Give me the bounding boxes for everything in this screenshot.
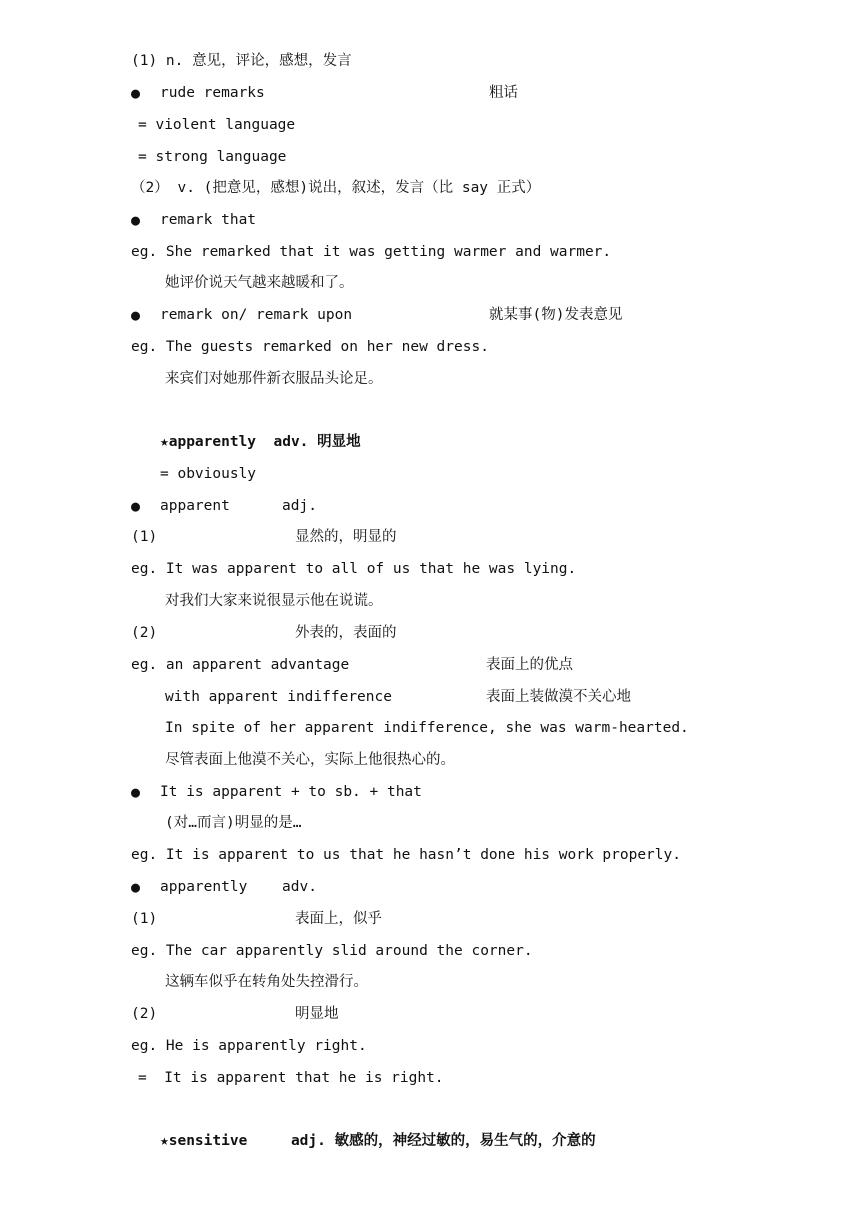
- bullet-icon: ●: [131, 84, 141, 102]
- text-segment: In spite of her apparent indifference, she was warm-hearted.: [165, 720, 689, 736]
- text-segment: adj.: [282, 498, 317, 514]
- text-segment: ★sensitive adj. 敏感的，神经过敏的，易生气的，介意的: [160, 1133, 596, 1149]
- text-segment: (1) n. 意见，评论，感想，发言: [131, 53, 352, 69]
- text-segment: (2): [131, 1006, 158, 1022]
- text-segment: eg. She remarked that it was getting warmer and warmer.: [131, 244, 612, 260]
- text-segment: 外表的，表面的: [295, 625, 397, 641]
- text-segment: apparent: [160, 498, 230, 514]
- text-segment: 就某事(物)发表意见: [489, 307, 623, 323]
- bullet-icon: ●: [131, 306, 141, 324]
- bullet-icon: ●: [131, 783, 141, 801]
- text-segment: 显然的，明显的: [295, 529, 397, 545]
- text-segment: （2） v. (把意见，感想)说出，叙述，发言（比 say 正式）: [131, 180, 541, 196]
- text-segment: 粗话: [489, 85, 518, 101]
- text-segment: It is apparent + to sb. + that: [160, 784, 422, 800]
- bullet-icon: ●: [131, 497, 141, 515]
- text-segment: 明显地: [295, 1006, 339, 1022]
- text-segment: eg. He is apparently right.: [131, 1038, 367, 1054]
- text-segment: eg. The guests remarked on her new dress.: [131, 339, 489, 355]
- text-segment: (2): [131, 625, 158, 641]
- text-segment: with apparent indifference: [165, 689, 392, 705]
- text-segment: apparently: [160, 879, 248, 895]
- text-segment: 表面上，似乎: [295, 911, 382, 927]
- bullet-icon: ●: [131, 878, 141, 896]
- text-segment: (1): [131, 911, 158, 927]
- text-segment: 她评价说天气越来越暖和了。: [165, 275, 354, 291]
- text-segment: (1): [131, 529, 158, 545]
- text-segment: rude remarks: [160, 85, 265, 101]
- text-segment: eg. It is apparent to us that he hasn’t done his work properly.: [131, 847, 681, 863]
- text-segment: = obviously: [160, 466, 257, 482]
- text-segment: ★apparently adv. 明显地: [160, 434, 361, 450]
- text-segment: = violent language: [138, 117, 296, 133]
- text-segment: eg. It was apparent to all of us that he was lying.: [131, 561, 577, 577]
- text-segment: 表面上装做漠不关心地: [486, 689, 631, 705]
- text-segment: 表面上的优点: [486, 657, 573, 673]
- text-segment: (对…而言)明显的是…: [165, 815, 302, 831]
- bullet-icon: ●: [131, 211, 141, 229]
- text-segment: 这辆车似乎在转角处失控滑行。: [165, 974, 368, 990]
- text-segment: eg. The car apparently slid around the corner.: [131, 943, 533, 959]
- text-segment: = It is apparent that he is right.: [138, 1070, 444, 1086]
- text-segment: 对我们大家来说很显示他在说谎。: [165, 593, 383, 609]
- text-segment: remark on/ remark upon: [160, 307, 353, 323]
- text-segment: 来宾们对她那件新衣服品头论足。: [165, 371, 383, 387]
- text-segment: eg. an apparent advantage: [131, 657, 350, 673]
- text-segment: 尽管表面上他漠不关心，实际上他很热心的。: [165, 752, 455, 768]
- text-segment: remark that: [160, 212, 257, 228]
- text-segment: adv.: [282, 879, 317, 895]
- text-segment: = strong language: [138, 149, 287, 165]
